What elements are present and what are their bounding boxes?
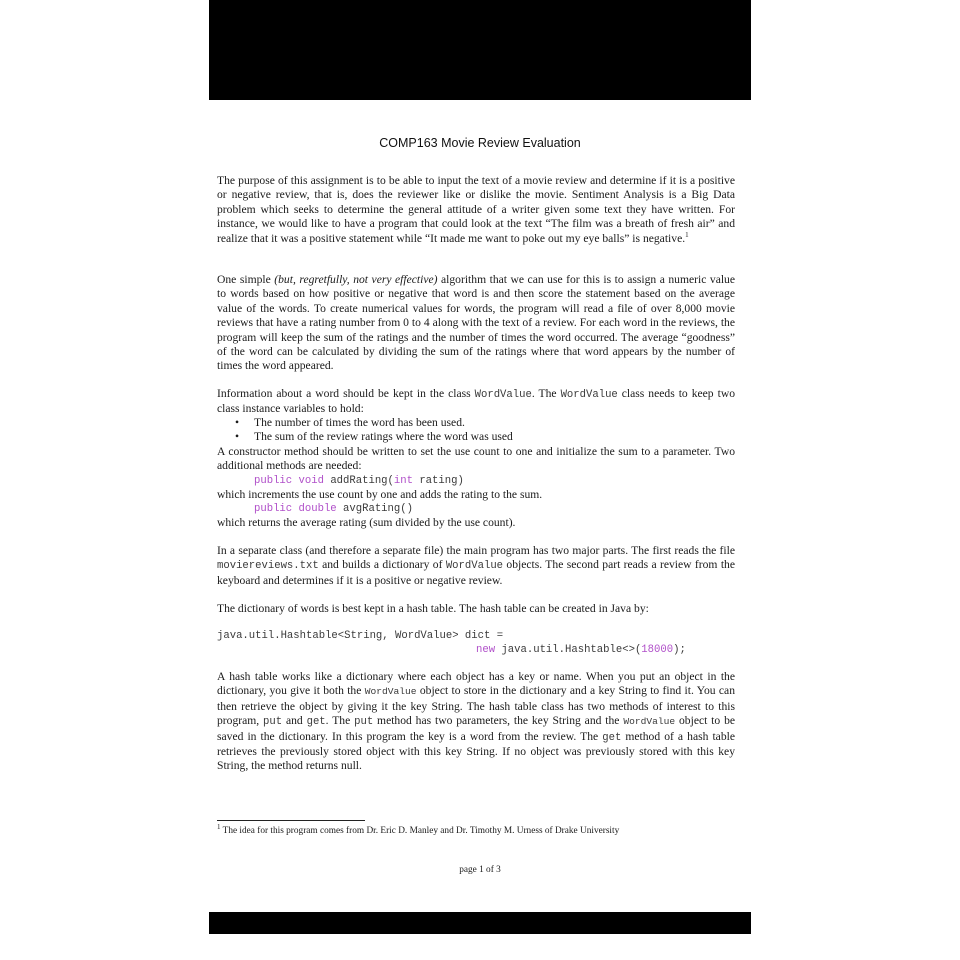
paragraph-addrating-desc: which increments the use count by one and adds the rating to the sum.: [217, 488, 543, 501]
method-name-code: get: [306, 716, 326, 729]
method-name-code: put: [263, 716, 283, 729]
code-method-name: addRating(: [330, 475, 394, 487]
code-keyword: public: [254, 475, 293, 487]
method-name-code: get: [602, 731, 622, 744]
code-addrating: [254, 474, 464, 488]
code-hashtable-line2: [476, 643, 686, 657]
paragraph-hashtable-explained: [217, 670, 735, 774]
code-keyword: new: [476, 644, 496, 656]
bottom-black-bar: [209, 912, 751, 934]
code-keyword: int: [393, 475, 413, 487]
hash-text: method has two parameters, the key String and the: [373, 714, 624, 728]
class-name-code: WordValue: [560, 389, 618, 401]
code-keyword: double: [298, 503, 337, 515]
hash-text: object to be saved in the dictionary. In this program the key is a word from the review. The: [217, 714, 736, 743]
paragraph-algorithm: [217, 273, 735, 374]
footnote-divider: [217, 820, 365, 821]
algorithm-italic-note: (but, regretfully, not very effective): [274, 273, 438, 286]
wordvalue-text-a: Information about a word should be kept in the class: [217, 387, 475, 400]
code-hashtable-line1: java.util.Hashtable<String, WordValue> dict =: [217, 630, 504, 642]
algorithm-body: algorithm that we can use for this is to assign a numeric value to words based on how positive or negative that word is and then score the statement based on the average value of the words. To create numerical values for words, the program will read a file of over 8,000 movie reviews that have a rating number from 0 to 4 along with the text of a review. For each word in the reviews, the program will keep the sum of the ratings and the number of times the word occurred. The average “goodness” of the word can be calculated by dividing the sum of the ratings where that word appears by the number of times the word appeared.: [217, 273, 735, 373]
main-text-a: In a separate class (and therefore a separate file) the main program has two major parts. The first reads the file: [217, 544, 735, 557]
code-keyword: void: [298, 475, 324, 487]
paragraph-hashtable-intro: The dictionary of words is best kept in a hash table. The hash table can be created in Java by:: [217, 602, 649, 615]
paragraph-wordvalue: [217, 387, 735, 417]
method-name-code: put: [354, 716, 374, 729]
paragraph-main-program: [217, 544, 735, 588]
paragraph-intro: [217, 174, 735, 246]
intro-text: The purpose of this assignment is to be able to input the text of a movie review and determine if it is a positive or negative review, that is, does the reviewer like or dislike the movie. Sentiment Analysis is a Big Data problem which seeks to determine the general attitude of a writer given some text they have written. For instance, we would like to have a program that could look at the text “The film was a breath of fresh air” and realize that it was a positive statement while “It made me want to poke out my eye balls” is negative.: [217, 174, 735, 245]
code-constructor: java.util.Hashtable<>(: [495, 644, 642, 656]
main-text-c: objects. The second part reads a review from the keyboard and determines if it is a positive or negative review.: [217, 558, 735, 587]
code-avgrating: [254, 502, 413, 516]
instance-variable-list: [217, 416, 735, 445]
hash-text: and: [282, 714, 307, 728]
hash-text: object to store in the dictionary and a key String to find it. You can then retrieve the object by giving it the key String. The hash table class has two methods of interest to this program,: [217, 684, 736, 728]
code-params: rating): [412, 475, 464, 487]
code-keyword: public: [254, 503, 293, 515]
code-number: 18000: [641, 644, 674, 656]
class-name-code: WordValue: [364, 686, 417, 698]
footnote-mark: 1: [217, 822, 221, 831]
class-name-code: WordValue: [445, 560, 504, 573]
hash-text: . The: [325, 714, 355, 728]
file-name-code: moviereviews.txt: [217, 560, 319, 573]
list-item: • The number of times the word has been used.: [217, 416, 735, 430]
paragraph-avgrating-desc: which returns the average rating (sum divided by the use count).: [217, 516, 516, 529]
code-method-name: avgRating(): [343, 503, 413, 515]
algorithm-lead: One simple: [217, 273, 275, 286]
hash-text: method of a hash table retrieves the previously stored object with this key String. If no object was previously stored with this key String, the method returns null.: [217, 729, 735, 773]
document-title: COMP163 Movie Review Evaluation: [379, 136, 581, 150]
footnote-text: The idea for this program comes from Dr. Eric D. Manley and Dr. Timothy M. Urness of Drake University: [220, 826, 620, 836]
class-name-code: WordValue: [474, 389, 532, 401]
hash-text: A hash table works like a dictionary where each object has a key or name. When you put an object in the dictionary, you give it both the: [217, 670, 735, 698]
top-black-bar: [209, 0, 751, 100]
wordvalue-text-c: class needs to keep two class instance variables to hold:: [217, 387, 735, 416]
footnote-ref: 1: [685, 230, 689, 239]
code-end: );: [673, 644, 686, 656]
wordvalue-text-b: . The: [531, 387, 561, 400]
page-number: page 1 of 3: [459, 865, 501, 875]
footnote: [217, 822, 737, 836]
list-item: • The sum of the review ratings where the word was used: [217, 430, 735, 444]
paragraph-constructor: A constructor method should be written to set the use count to one and initialize the sum to a parameter. Two additional methods are needed:: [217, 445, 735, 473]
class-name-code: WordValue: [623, 716, 676, 728]
document-page: [209, 0, 751, 960]
main-text-b: and builds a dictionary of: [318, 558, 446, 572]
